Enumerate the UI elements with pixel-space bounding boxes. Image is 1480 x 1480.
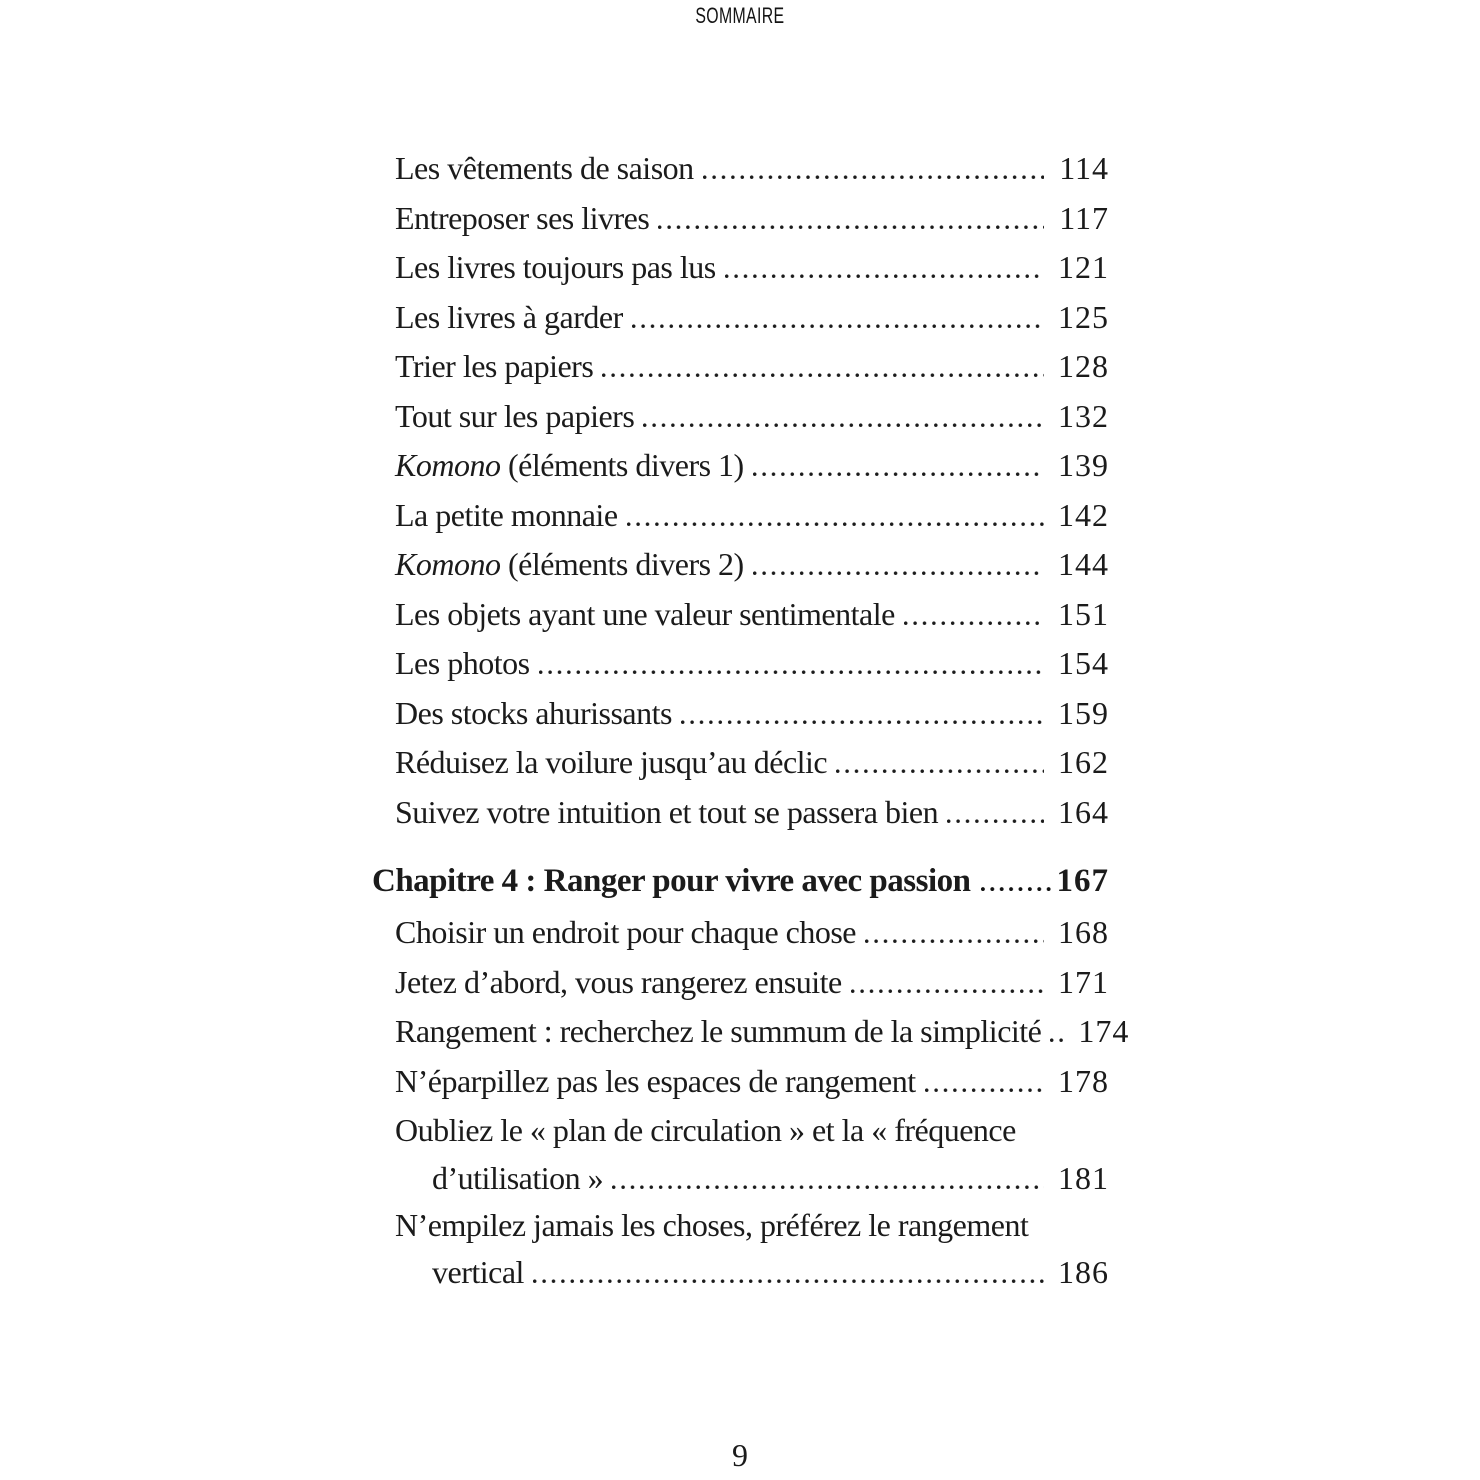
- toc-entry-line: [372, 392, 1109, 442]
- toc-entry-line: [372, 441, 1109, 491]
- toc-page-number: 144: [1058, 546, 1109, 582]
- toc-entry-row: [372, 1106, 1109, 1201]
- dot-leader: [681, 720, 1044, 724]
- toc-entry-row: [372, 144, 1109, 194]
- dot-leader: [925, 1088, 1044, 1092]
- toc-entry-title: Les vêtements de saison: [395, 150, 694, 186]
- toc-entry-row: [372, 293, 1109, 343]
- toc-page-number: 178: [1058, 1062, 1109, 1099]
- toc-page-number: 181: [1058, 1159, 1109, 1196]
- toc-entry-title: Les photos: [395, 645, 530, 681]
- toc-entry-title: Suivez votre intuition et tout se passera bien: [395, 793, 939, 830]
- toc-page-number: 114: [1059, 150, 1109, 186]
- toc-page-number: 154: [1058, 645, 1109, 681]
- toc-entry-line: [372, 1007, 1130, 1057]
- dot-leader: [753, 571, 1044, 575]
- toc-entry-title-italic: Komono: [395, 447, 501, 483]
- toc-entry-line: [372, 1057, 1109, 1107]
- dot-leader: [643, 423, 1044, 427]
- toc-entry-line: [372, 540, 1109, 590]
- toc-page-number: 174: [1078, 1013, 1130, 1049]
- toc-entry-row: [372, 689, 1109, 739]
- toc-entry-row: [372, 738, 1109, 788]
- toc-page-number: 162: [1058, 744, 1109, 780]
- toc-entry-row: [372, 639, 1109, 689]
- toc-entry-title: N’empilez jamais les choses, préférez le rangement: [395, 1206, 1029, 1243]
- toc-entry-title: Oubliez le « plan de circulation » et la « fréquence: [395, 1112, 1016, 1148]
- toc-entry-row: [372, 342, 1109, 392]
- toc-entry-title: Komono (éléments divers 1): [395, 447, 744, 483]
- dot-leader: [836, 769, 1044, 773]
- toc-entry-title: Les livres à garder: [395, 298, 623, 335]
- dot-leader: [851, 989, 1044, 993]
- toc-entry-title: La petite monnaie: [395, 496, 618, 533]
- toc-entry-title: Trier les papiers: [395, 348, 594, 384]
- toc-entry-title: Komono (éléments divers 2): [395, 546, 744, 582]
- toc-entry-title: d’utilisation »: [432, 1159, 604, 1196]
- toc-entry-line: [372, 788, 1109, 838]
- running-head: [0, 3, 1480, 29]
- toc-page-number: 171: [1058, 963, 1109, 1000]
- page-header-title: SOMMAIRE: [695, 3, 785, 28]
- toc-entry-row: [372, 491, 1109, 541]
- toc-entry-row: [372, 908, 1109, 958]
- toc-entry-row: [372, 1201, 1109, 1296]
- toc-entry-row: [372, 441, 1109, 491]
- toc-entry-row: [372, 1057, 1109, 1107]
- toc-page-number: 125: [1058, 298, 1109, 335]
- toc-chapter-row: [372, 855, 1109, 908]
- dot-leader: [703, 175, 1044, 179]
- dot-leader: [947, 819, 1044, 823]
- dot-leader: [539, 670, 1044, 674]
- toc-chapter-title: Chapitre 4 : Ranger pour vivre avec passion: [372, 863, 971, 899]
- toc-entry-title: Choisir un endroit pour chaque chose: [395, 914, 856, 950]
- toc-page-number: 164: [1058, 793, 1109, 830]
- toc-entry-title: Réduisez la voilure jusqu’au déclic: [395, 744, 828, 780]
- toc-entry-line: [372, 1201, 1109, 1251]
- toc-entry-line: [372, 855, 1109, 908]
- toc-entry-continuation-line: [372, 1250, 1109, 1295]
- dot-leader: [725, 274, 1044, 278]
- dot-leader: [533, 1279, 1044, 1283]
- toc-entry-row: [372, 1007, 1130, 1057]
- toc-entry-row: [372, 194, 1109, 244]
- toc-entry-line: [372, 590, 1109, 640]
- toc-entry-title: Rangement : recherchez le summum de la simplicité: [395, 1013, 1042, 1049]
- toc-page-number: 117: [1059, 199, 1109, 236]
- toc-entry-row: [372, 540, 1109, 590]
- toc-entry-continuation-line: [372, 1156, 1109, 1201]
- toc-entry-title: Les livres toujours pas lus: [395, 249, 716, 285]
- toc-entry-line: [372, 243, 1109, 293]
- toc-page-number: 167: [1056, 863, 1109, 899]
- dot-leader: [753, 472, 1044, 476]
- toc-entry-line: [372, 194, 1109, 244]
- toc-entry-title: Des stocks ahurissants: [395, 694, 672, 731]
- toc-page-number: 121: [1058, 249, 1109, 285]
- toc-entry-line: [372, 738, 1109, 788]
- toc-entry-line: [372, 342, 1109, 392]
- toc-page-number: 142: [1058, 496, 1109, 533]
- toc-entry-row: [372, 788, 1109, 838]
- dot-leader: [627, 522, 1044, 526]
- dot-leader: [632, 324, 1044, 328]
- toc-entry-title: vertical: [432, 1254, 524, 1290]
- toc-entry-title: Jetez d’abord, vous rangerez ensuite: [395, 963, 842, 1000]
- toc-entry-line: [372, 958, 1109, 1008]
- toc-entry-row: [372, 392, 1109, 442]
- toc-entry-line: [372, 908, 1109, 958]
- toc-entry-title: N’éparpillez pas les espaces de rangement: [395, 1062, 916, 1099]
- toc-entry-title-italic: Komono: [395, 546, 501, 582]
- toc-entry-line: [372, 293, 1109, 343]
- toc-entry-row: [372, 958, 1109, 1008]
- dot-leader: [865, 939, 1044, 943]
- toc-entry-line: [372, 144, 1109, 194]
- toc-page-number: 139: [1058, 447, 1109, 483]
- dot-leader: [904, 621, 1044, 625]
- toc-entry-line: [372, 491, 1109, 541]
- toc-page-number: 186: [1058, 1254, 1109, 1290]
- toc-entry-title: Les objets ayant une valeur sentimentale: [395, 595, 895, 632]
- toc-entry-line: [372, 639, 1109, 689]
- toc-page-number: 132: [1058, 397, 1109, 434]
- toc-page-number: 151: [1058, 595, 1109, 632]
- toc-entry-line: [372, 689, 1109, 739]
- toc-entry-line: [372, 1106, 1109, 1156]
- dot-leader: [612, 1185, 1044, 1189]
- toc-entry-title: Entreposer ses livres: [395, 199, 650, 236]
- folio-page-number: 9: [732, 1437, 748, 1473]
- toc-entry-row: [372, 590, 1109, 640]
- toc-page-number: 128: [1058, 348, 1109, 384]
- toc-entry-row: [372, 243, 1109, 293]
- toc-page-number: 168: [1058, 914, 1109, 950]
- dot-leader: [1050, 1038, 1064, 1042]
- dot-leader: [602, 373, 1044, 377]
- toc-page-number: 159: [1058, 694, 1109, 731]
- toc-entry-title: Tout sur les papiers: [395, 397, 635, 434]
- table-of-contents: [372, 144, 1130, 1295]
- dot-leader: [981, 887, 1056, 891]
- dot-leader: [658, 225, 1044, 229]
